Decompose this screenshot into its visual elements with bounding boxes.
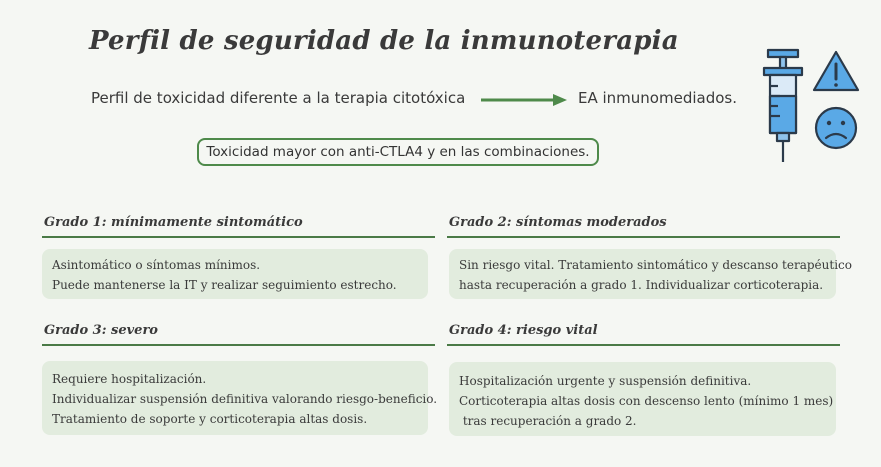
grade-4-line: tras recuperación a grado 2. (459, 414, 637, 428)
grade-2-card (449, 249, 852, 299)
grade-2-heading: Grado 2: síntomas moderados (447, 212, 840, 238)
grade-2-line: Sin riesgo vital. Tratamiento sintomático y descanso terapéutico (459, 258, 852, 272)
immune-adverse-events-text: EA inmunomediados. (578, 89, 737, 107)
highlight-box: Toxicidad mayor con anti-CTLA4 y en las combinaciones. (197, 138, 599, 166)
grade-2-line: hasta recuperación a grado 1. Individualizar corticoterapia. (459, 278, 824, 292)
syringe-icon (764, 50, 802, 162)
grade-4-heading: Grado 4: riesgo vital (447, 320, 840, 346)
grade-3-card (42, 361, 438, 435)
illustration (760, 44, 870, 164)
grade-1-line: Puede mantenerse la IT y realizar seguimiento estrecho. (52, 278, 397, 292)
page-title: Perfil de seguridad de la inmunoterapia (89, 26, 679, 56)
grade-3-line: Requiere hospitalización. (52, 372, 207, 386)
arrow-right-icon (481, 92, 567, 108)
grade-3-line: Tratamiento de soporte y corticoterapia altas dosis. (52, 412, 368, 426)
grade-1-card (42, 249, 428, 299)
sad-face-icon (816, 108, 856, 148)
toxicity-profile-text: Perfil de toxicidad diferente a la terapia citotóxica (91, 89, 466, 107)
grade-1-line: Asintomático o síntomas mínimos. (52, 258, 261, 272)
grade-4-line: Hospitalización urgente y suspensión definitiva. (459, 374, 752, 388)
grade-1-heading: Grado 1: mínimamente sintomático (42, 212, 435, 238)
warning-icon (814, 52, 858, 90)
grade-3-heading: Grado 3: severo (42, 320, 435, 346)
grade-4-card (449, 362, 836, 436)
grade-3-line: Individualizar suspensión definitiva valorando riesgo-beneficio. (52, 392, 438, 406)
grade-4-line: Corticoterapia altas dosis con descenso lento (mínimo 1 mes) (459, 394, 834, 408)
